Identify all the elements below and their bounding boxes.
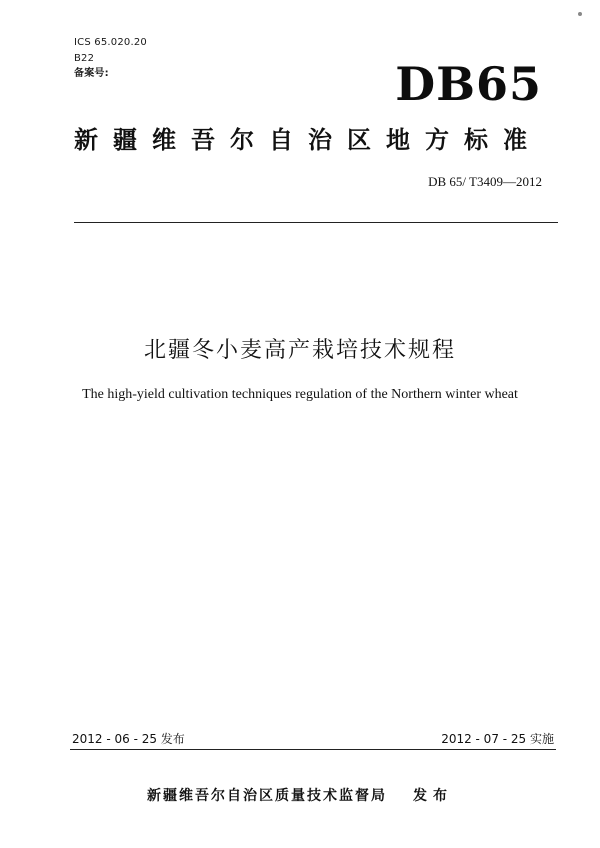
main-title-zh: 北疆冬小麦高产栽培技术规程 [143,338,456,363]
standard-code-mark: DB65 [395,57,542,111]
ccs-code: B22 [74,53,95,64]
issuer-row [0,786,600,806]
organization-title: 新疆维吾尔自治区地方标准 [74,126,542,154]
issuing-authority: 新疆维吾尔自治区质量技术监督局 [147,788,387,804]
header-divider [74,222,558,223]
filing-label: 备案号: [74,68,109,79]
main-title-en: The high-yield cultivation techniques regulation of the Northern winter wheat [82,387,518,402]
issue-action: 发布 [413,788,453,804]
standard-number: DB 65/ T3409—2012 [428,174,542,189]
implementation-date: 2012 - 07 - 25 实施 [441,732,554,746]
ics-code: ICS 65.020.20 [74,37,147,48]
date-divider [70,749,556,750]
issue-date: 2012 - 06 - 25 发布 [72,732,185,746]
scan-speck [578,12,582,16]
